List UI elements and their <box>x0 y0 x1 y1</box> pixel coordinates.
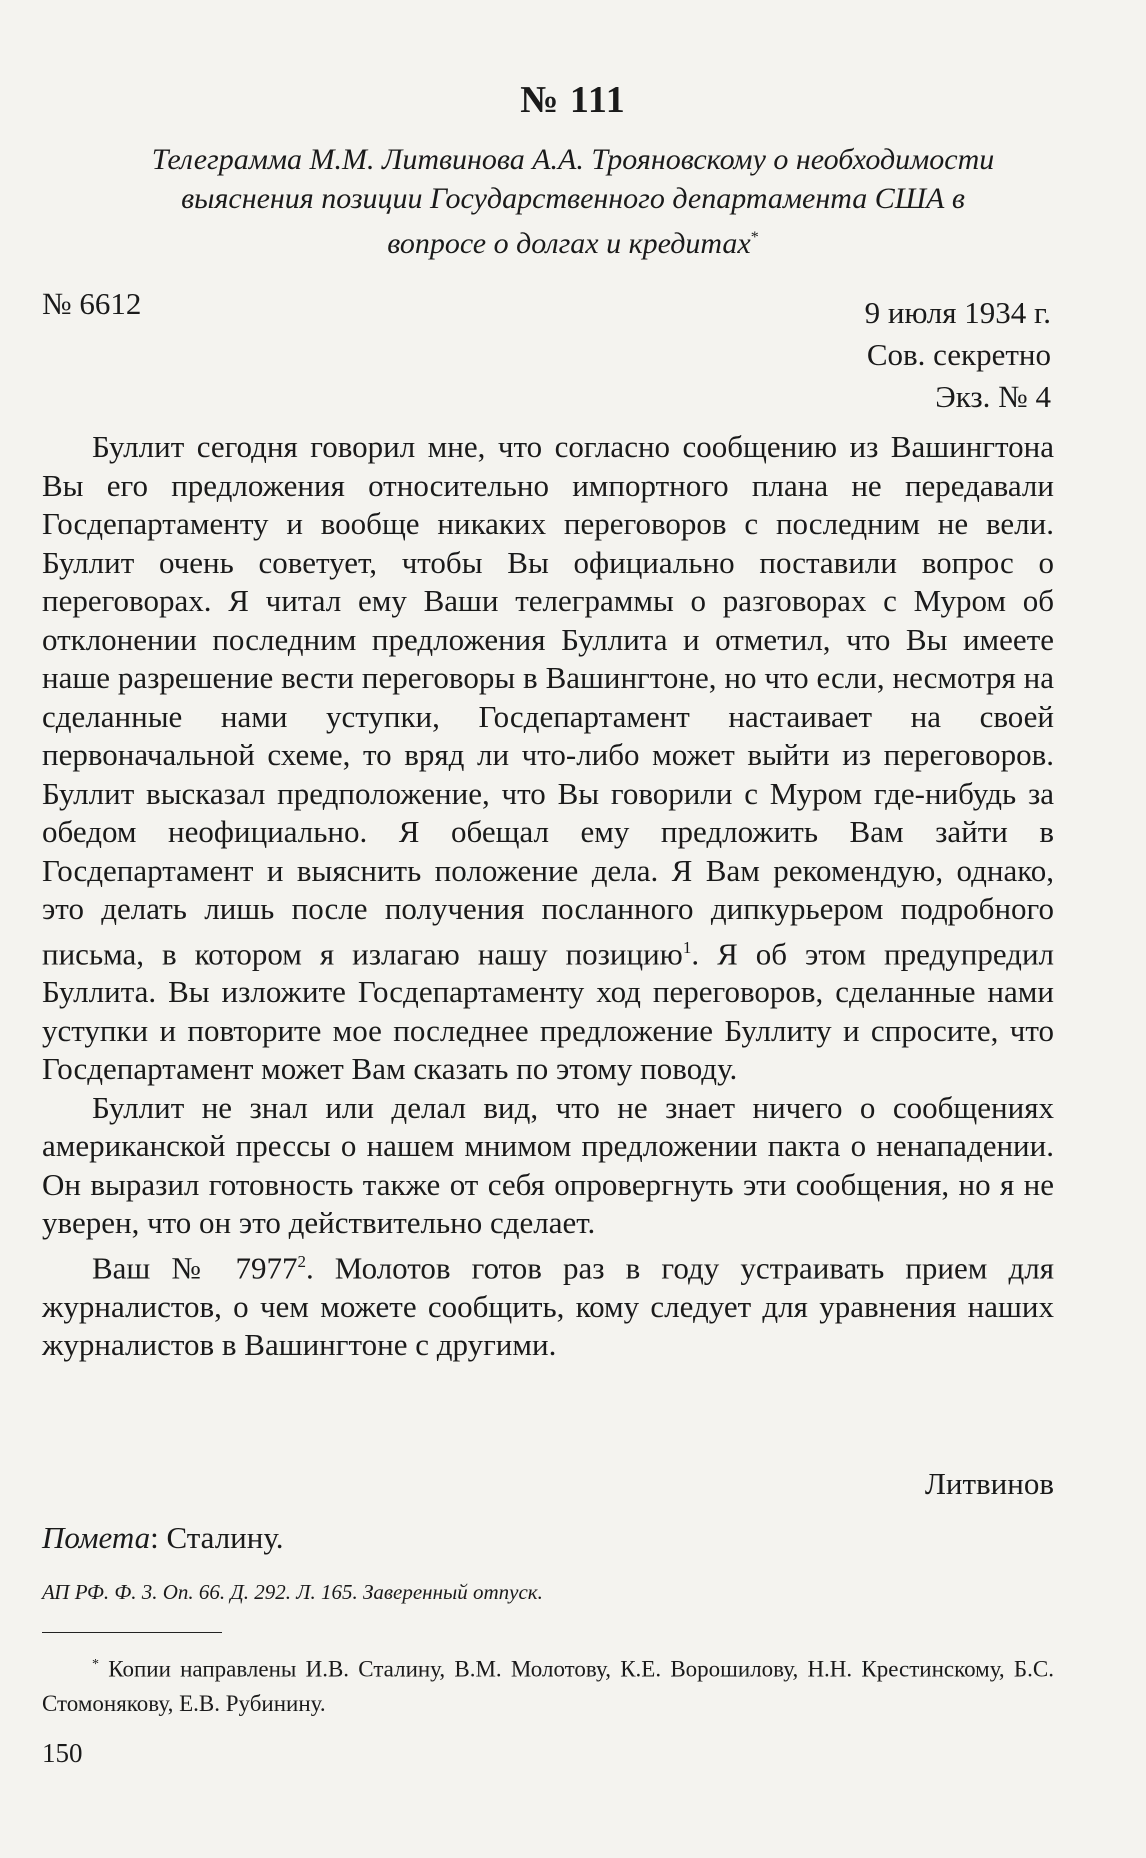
body-paragraph-3-part-a: Ваш № 7977 <box>92 1250 298 1286</box>
footnote-divider <box>42 1632 222 1633</box>
note-text: : Сталину. <box>150 1520 284 1555</box>
footnote-ref-2: 2 <box>297 1251 306 1271</box>
body-paragraph-1 <box>42 428 1054 1089</box>
note-label: Помета <box>42 1520 151 1555</box>
telegram-number: № 6612 <box>42 286 142 321</box>
document-date: 9 июля 1934 г. <box>864 295 1051 330</box>
body-paragraph-1-part-b: . Я об этом предупредил Буллита. Вы изложите Госдепартаменту ход переговоров, сделанные нами уступки и повторите мое последнее предложение Буллиту и спросите, что Госдепартамент может Вам сказать по этому поводу. <box>42 935 1055 1087</box>
document-number: № 111 <box>520 79 626 121</box>
footnote-text: Копии направлены И.В. Сталину, В.М. Молотову, К.Е. Ворошилову, Н.Н. Крестинскому, Б.С. Стомонякову, Е.В. Рубинину. <box>42 1656 1054 1716</box>
body-paragraph-1-part-a: Буллит сегодня говорил мне, что согласно сообщению из Вашингтона Вы его предложения относительно импортного плана не передавали Госдепартаменту и вообще никаких переговоров с последним не вели. Буллит очень советует, чтобы Вы официально поставили вопрос о переговорах. Я читал ему Ваши телеграммы о разговорах с Муром об отклонении последним предложения Буллита и отметил, что Вы имеете наше разрешение вести переговоры в Вашингтоне, но что если, несмотря на сделанные нами уступки, Госдепартамент настаивает на своей первоначальной схеме, то вряд ли что-либо может выйти из переговоров. Буллит высказал предположение, что Вы говорили с Муром где-нибудь за обедом неофициально. Я обещал ему предложить Вам зайти в Госдепартамент и выяснить положение дела. Я Вам рекомендую, однако, это делать лишь после получения посланного дипкурьером подробного письма, в котором я излагаю нашу позицию <box>42 429 1054 971</box>
copy-number: Экз. № 4 <box>935 379 1051 414</box>
annotation-note <box>42 1520 284 1556</box>
archive-reference: АП РФ. Ф. 3. Оп. 66. Д. 292. Л. 165. Заверенный отпуск. <box>42 1580 543 1604</box>
body-paragraph-2: Буллит не знал или делал вид, что не знает ничего о сообщениях американской прессы о нашем мнимом предложении пакта о ненападении. Он выразил готовность также от себя опровергнуть эти сообщения, но я не уверен, что он это действительно сделает. <box>42 1089 1054 1241</box>
page-number: 150 <box>42 1738 83 1768</box>
body-paragraph-3 <box>42 1243 1054 1365</box>
footnote <box>42 1648 1054 1721</box>
body-paragraph-3-part-b: . Молотов готов раз в году устраивать прием для журналистов, о чем можете сообщить, кому следует для уравнения наших журналистов в Вашингтоне с другими. <box>42 1250 1054 1363</box>
document-title-text: Телеграмма М.М. Литвинова А.А. Трояновскому о необходимости выяснения позиции Государственного департамента США в вопросе о долгах и кредитах <box>151 143 995 260</box>
signature: Литвинов <box>924 1466 1054 1501</box>
document-meta <box>865 292 1051 418</box>
title-footnote-mark: * <box>750 229 759 246</box>
document-title <box>140 140 1006 263</box>
footnote-mark: * <box>92 1657 99 1672</box>
telegram-body <box>42 428 1054 1365</box>
footnote-ref-1: 1 <box>682 937 692 957</box>
classification-label: Сов. секретно <box>866 337 1051 372</box>
